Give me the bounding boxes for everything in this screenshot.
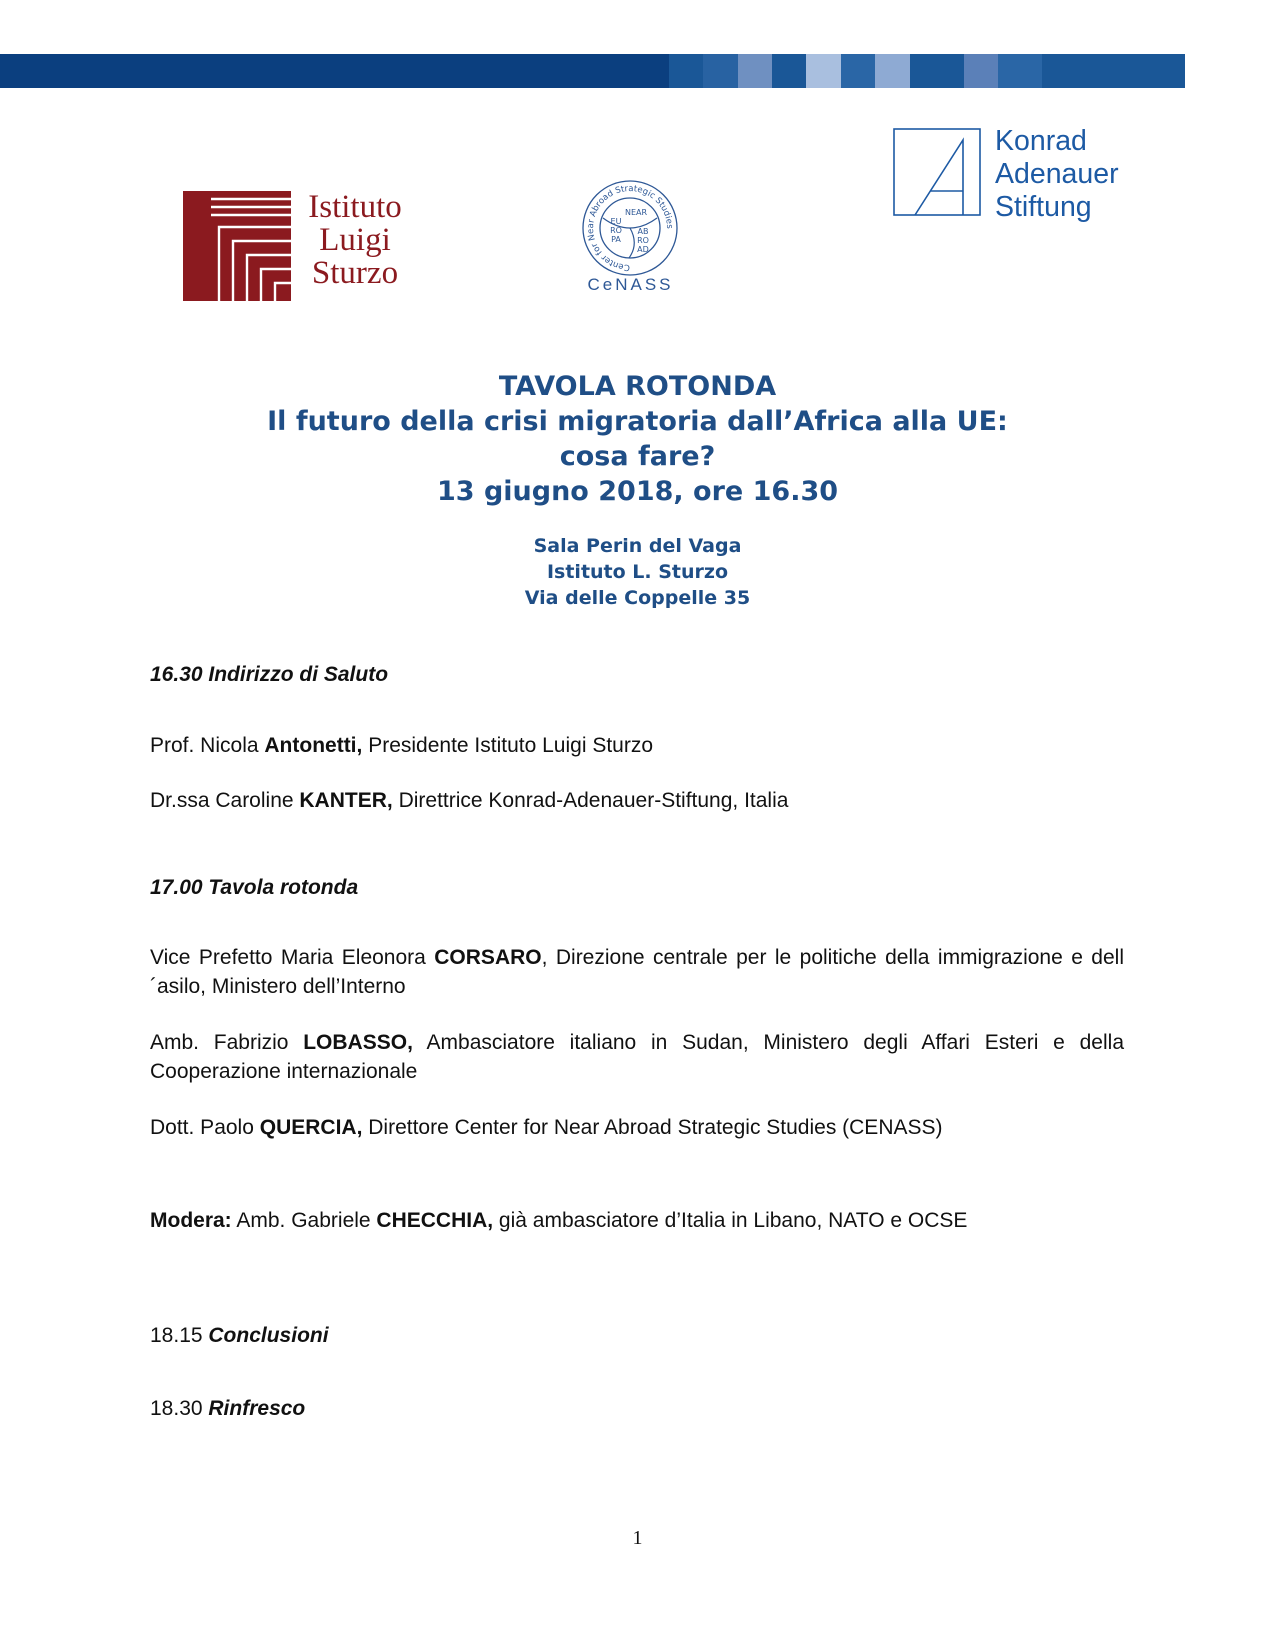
speaker-name: QUERCIA, <box>259 1116 363 1139</box>
speaker-role: Ambasciatore italiano in Sudan, Ministero degli Affari Esteri e della Cooperazione internazionale <box>150 1031 1124 1083</box>
event-venue <box>0 533 1275 611</box>
speaker-role: Direttore Center for Near Abroad Strategic Studies (CENASS) <box>362 1116 943 1139</box>
speaker-name: CORSARO <box>434 946 542 969</box>
speaker-entry <box>150 731 1124 760</box>
schedule-label: Rinfresco <box>208 1397 306 1420</box>
kas-wordmark <box>995 125 1119 224</box>
session-heading: 16.30 Indirizzo di Saluto <box>150 663 389 686</box>
speaker-title: Dott. Paolo <box>150 1116 260 1139</box>
bar-segment <box>0 54 669 88</box>
speaker-name: KANTER, <box>299 789 393 812</box>
speaker-title: Prof. Nicola <box>150 734 265 757</box>
event-date: 13 giugno 2018, ore 16.30 <box>436 476 839 507</box>
svg-text:EU: EU <box>610 217 622 226</box>
bar-segment <box>1042 54 1185 88</box>
speaker-entry <box>150 1113 1124 1142</box>
svg-text:AD: AD <box>637 245 649 254</box>
kas-line: Stiftung <box>995 191 1092 223</box>
kas-line: Adenauer <box>995 158 1119 190</box>
cenass-emblem-icon <box>579 178 682 278</box>
bar-segment <box>806 54 840 88</box>
svg-text:AB: AB <box>637 227 649 236</box>
venue-line: Istituto L. Sturzo <box>546 561 729 583</box>
svg-text:PA: PA <box>611 235 621 244</box>
speaker-title: Dr.ssa Caroline <box>150 789 300 812</box>
title-line: cosa fare? <box>559 441 716 472</box>
sturzo-line: Istituto <box>308 189 402 225</box>
kas-a-monogram-icon <box>893 128 983 218</box>
konrad-adenauer-logo <box>893 125 1153 223</box>
schedule-time: 18.15 <box>150 1324 209 1347</box>
refreshment-entry <box>150 1394 1124 1423</box>
bar-segment <box>998 54 1042 88</box>
bar-segment <box>910 54 964 88</box>
speaker-role: già ambasciatore d’Italia in Libano, NATO e OCSE <box>493 1209 968 1232</box>
speaker-name: CHECCHIA, <box>376 1209 494 1232</box>
moderator-entry <box>150 1199 1124 1242</box>
session-heading: 17.00 Tavola rotonda <box>150 876 359 899</box>
title-line: TAVOLA ROTONDA <box>498 371 777 402</box>
speaker-role: Presidente Istituto Luigi Sturzo <box>362 734 654 757</box>
cenass-logo <box>573 178 688 303</box>
venue-line: Sala Perin del Vaga <box>533 535 742 557</box>
header-color-bar <box>0 54 1185 88</box>
speaker-role: , Direzione centrale per le politiche della immigrazione e dell´asilo, Ministero dell’Interno <box>150 946 1124 998</box>
venue-line: Via delle Coppelle 35 <box>524 587 751 609</box>
sturzo-column-icon <box>183 191 291 301</box>
speaker-title: Amb. Gabriele <box>231 1209 377 1232</box>
event-title <box>0 369 1275 509</box>
speaker-title: Vice Prefetto Maria Eleonora <box>150 946 435 969</box>
bar-segment <box>669 54 703 88</box>
bar-segment <box>772 54 806 88</box>
sturzo-line: Sturzo <box>311 255 399 291</box>
svg-text:NEAR: NEAR <box>624 208 648 217</box>
speaker-name: LOBASSO, <box>303 1031 413 1054</box>
speaker-title: Amb. Fabrizio <box>150 1031 304 1054</box>
speaker-name: Antonetti, <box>264 734 363 757</box>
speaker-entry <box>150 943 1124 1001</box>
bar-segment <box>875 54 909 88</box>
bar-segment <box>738 54 772 88</box>
sturzo-line: Luigi <box>319 222 391 258</box>
cenass-acronym: CeNASS <box>587 275 674 294</box>
bar-segment <box>964 54 998 88</box>
svg-text:RO: RO <box>610 226 622 235</box>
conclusions-entry <box>150 1321 1124 1350</box>
istituto-sturzo-logo <box>183 191 418 301</box>
svg-text:Center for Near Abroad Strateg: Center for Near Abroad Strategic Studies <box>585 183 675 273</box>
bar-segment <box>703 54 737 88</box>
bar-segment <box>841 54 875 88</box>
schedule-time: 18.30 <box>150 1397 209 1420</box>
kas-line: Konrad <box>995 125 1087 157</box>
page-number: 1 <box>632 1527 643 1549</box>
moderator-label: Modera: <box>150 1209 232 1232</box>
schedule-label: Conclusioni <box>208 1324 329 1347</box>
title-line: Il futuro della crisi migratoria dall’Africa alla UE: <box>267 406 1008 437</box>
speaker-entry <box>150 1028 1124 1086</box>
speaker-entry <box>150 786 1124 815</box>
svg-text:RO: RO <box>637 236 649 245</box>
sturzo-wordmark <box>295 191 415 290</box>
speaker-role: Direttrice Konrad-Adenauer-Stiftung, Italia <box>392 789 789 812</box>
